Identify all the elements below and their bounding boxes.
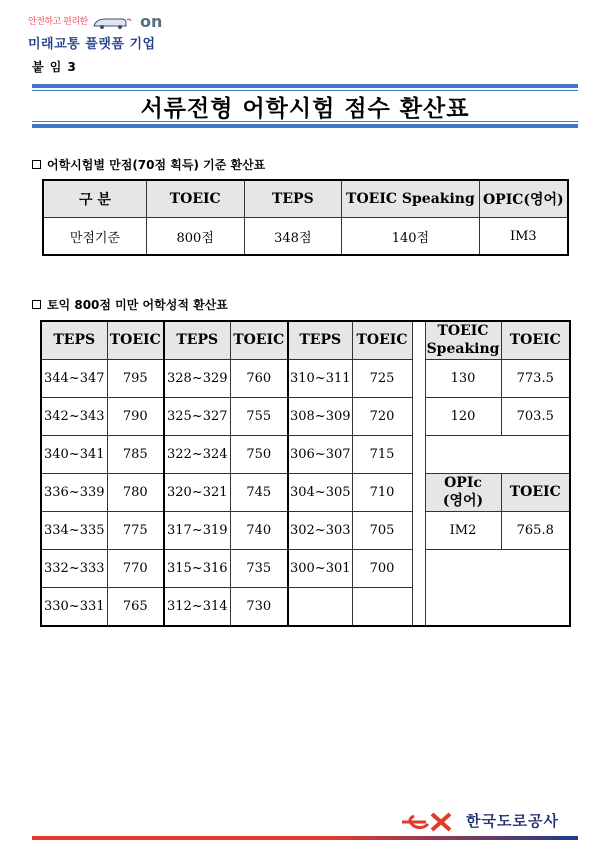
table-cell: 304~305	[288, 473, 352, 511]
opic-header-line1: OPIc	[444, 475, 482, 491]
opic-header-line2: (영어)	[442, 493, 484, 509]
table-cell: 785	[107, 435, 164, 473]
table-cell: 770	[107, 549, 164, 587]
table-cell	[288, 587, 352, 626]
page-title: 서류전형 어학시험 점수 환산표	[140, 95, 470, 122]
spacer-cell	[412, 321, 425, 359]
fullscore-table	[42, 179, 569, 256]
table-header: TOEIC	[501, 473, 570, 511]
table-cell: 703.5	[501, 397, 570, 435]
section1-heading-text: 어학시험별 만점(70점 획득) 기준 환산표	[47, 158, 266, 172]
table-cell: 790	[107, 397, 164, 435]
table-cell: 735	[230, 549, 288, 587]
table-row	[41, 397, 570, 435]
title-banner	[32, 84, 578, 128]
table-cell: 120	[425, 397, 501, 435]
table-header: TEPS	[244, 180, 342, 218]
table-cell: 328~329	[164, 359, 230, 397]
section2-heading	[32, 296, 228, 313]
table-row	[41, 359, 570, 397]
table-cell: 760	[230, 359, 288, 397]
table-cell: 740	[230, 511, 288, 549]
spacer-cell	[412, 511, 425, 549]
table-cell: 720	[352, 397, 412, 435]
table-cell: 800점	[146, 218, 244, 256]
table-cell: 773.5	[501, 359, 570, 397]
table-cell: 710	[352, 473, 412, 511]
table-header: TOEIC	[107, 321, 164, 359]
opic-header	[425, 473, 501, 511]
table-cell: 715	[352, 435, 412, 473]
table-cell: 332~333	[41, 549, 107, 587]
table-row	[41, 511, 570, 549]
speaking-header	[425, 321, 501, 359]
ex-logo-icon	[400, 806, 460, 834]
table-row	[41, 435, 570, 473]
table-cell: 306~307	[288, 435, 352, 473]
table-cell: 312~314	[164, 587, 230, 626]
table-cell: 330~331	[41, 587, 107, 626]
conversion-table	[40, 320, 571, 627]
checkbox-square-icon	[32, 160, 41, 169]
table-cell: 130	[425, 359, 501, 397]
logo-main-text: 미래교통 플랫폼 기업	[28, 37, 156, 52]
table-cell: 310~311	[288, 359, 352, 397]
table-cell: 344~347	[41, 359, 107, 397]
table-header: OPIC(영어)	[479, 180, 568, 218]
table-cell: 755	[230, 397, 288, 435]
table-cell: 705	[352, 511, 412, 549]
spacer-cell	[412, 587, 425, 626]
logo-slogan: 안전하고 편리한	[28, 17, 88, 27]
table-cell: IM2	[425, 511, 501, 549]
table-header: TOEIC Speaking	[342, 180, 480, 218]
table-header: TEPS	[288, 321, 352, 359]
table-cell: 336~339	[41, 473, 107, 511]
table-cell: 315~316	[164, 549, 230, 587]
table-cell: 140점	[342, 218, 480, 256]
table-header: TEPS	[164, 321, 230, 359]
bus-icon	[92, 16, 132, 30]
table-cell: 320~321	[164, 473, 230, 511]
table-header: 구 분	[43, 180, 146, 218]
blank-cell	[425, 435, 570, 473]
speaking-header-line1: TOEIC	[437, 323, 489, 340]
blank-cell	[425, 587, 570, 626]
table-cell: 780	[107, 473, 164, 511]
table-cell: 765.8	[501, 511, 570, 549]
table-cell: 302~303	[288, 511, 352, 549]
table-row	[43, 218, 568, 256]
table-cell: 765	[107, 587, 164, 626]
table-cell: IM3	[479, 218, 568, 256]
table-row	[41, 473, 570, 511]
table-header: TOEIC	[230, 321, 288, 359]
table-header-row	[41, 321, 570, 359]
table-row	[41, 549, 570, 587]
table-cell: 342~343	[41, 397, 107, 435]
table-cell: 775	[107, 511, 164, 549]
blank-cell	[425, 549, 570, 587]
table-cell: 730	[230, 587, 288, 626]
table-cell: 300~301	[288, 549, 352, 587]
table-cell	[352, 587, 412, 626]
footer-company-name: 한국도로공사	[466, 812, 559, 830]
section2-heading-text: 토익 800점 미만 어학성적 환산표	[47, 298, 228, 312]
table-cell: 750	[230, 435, 288, 473]
table-cell: 308~309	[288, 397, 352, 435]
table-cell: 322~324	[164, 435, 230, 473]
table-row	[41, 587, 570, 626]
table-cell: 700	[352, 549, 412, 587]
logo-on: on	[140, 12, 163, 31]
table-cell: 348점	[244, 218, 342, 256]
speaking-header-line2: Speaking	[426, 341, 500, 358]
spacer-cell	[412, 549, 425, 587]
spacer-cell	[412, 359, 425, 397]
table-header: TOEIC	[146, 180, 244, 218]
table-header: TOEIC	[352, 321, 412, 359]
table-header: TEPS	[41, 321, 107, 359]
table-cell: 325~327	[164, 397, 230, 435]
spacer-cell	[412, 435, 425, 473]
table-cell: 만점기준	[43, 218, 146, 256]
checkbox-square-icon	[32, 300, 41, 309]
spacer-cell	[412, 473, 425, 511]
attachment-label: 붙 임 3	[32, 60, 77, 74]
section1-heading	[32, 156, 265, 173]
table-cell: 725	[352, 359, 412, 397]
spacer-cell	[412, 397, 425, 435]
company-logo	[28, 14, 178, 54]
table-cell: 745	[230, 473, 288, 511]
table-cell: 340~341	[41, 435, 107, 473]
footer-divider	[32, 836, 578, 840]
table-cell: 795	[107, 359, 164, 397]
table-header-row	[43, 180, 568, 218]
table-cell: 334~335	[41, 511, 107, 549]
table-header: TOEIC	[501, 321, 570, 359]
table-cell: 317~319	[164, 511, 230, 549]
